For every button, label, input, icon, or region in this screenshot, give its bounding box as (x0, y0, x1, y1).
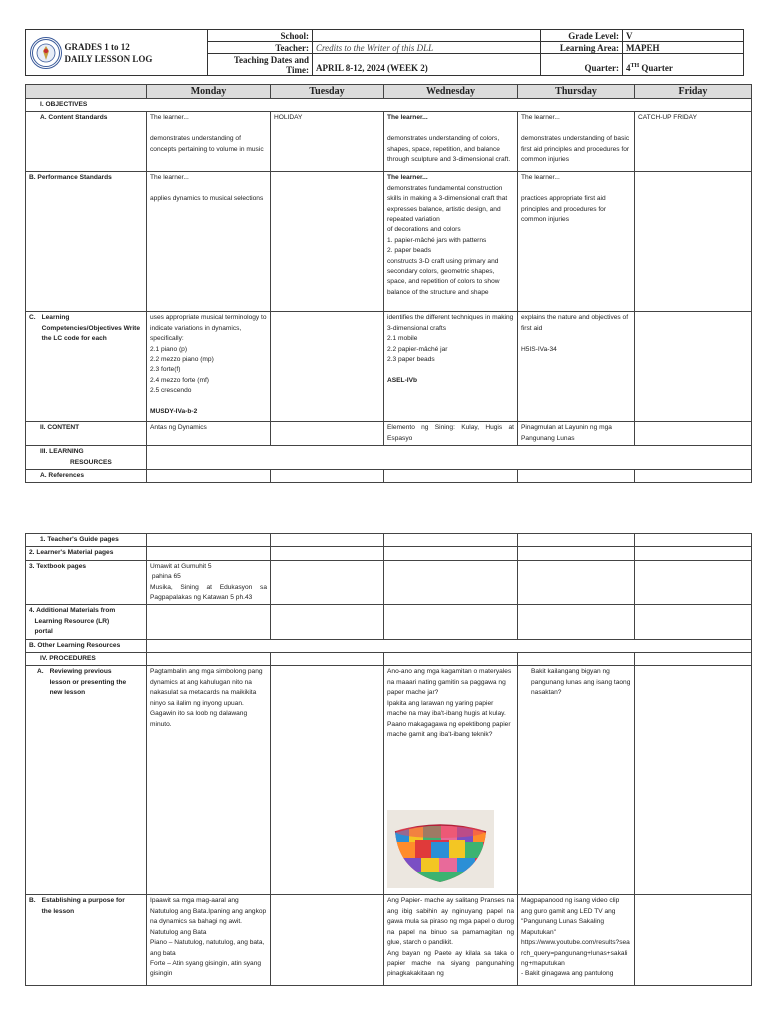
lesson-grid-part-2 (25, 533, 752, 986)
day-header-tuesday: Tuesday (271, 85, 384, 99)
procedures-tuesday (271, 653, 384, 666)
additional-friday (635, 605, 752, 639)
procedures-monday (147, 653, 271, 666)
grade-level-value: V (623, 30, 744, 42)
deped-seal-cell (26, 30, 62, 76)
learning-resources-span (147, 446, 752, 470)
lm-thursday (518, 547, 635, 560)
lc-code-wednesday: ASEL-IVb (387, 376, 418, 384)
competencies-tuesday (271, 312, 384, 422)
content-friday (635, 422, 752, 446)
content-std-wednesday: The learner... demonstrates understanding of colors, shapes, space, repetition, and balance through sculpture and 3-dimensional craft. (384, 112, 518, 172)
teaching-dates-label: Teaching Dates and Time: (208, 54, 313, 76)
textbook-pages-label: 3. Textbook pages (26, 560, 147, 605)
references-monday (147, 470, 271, 483)
establishing-purpose-label: B. Establishing a purpose for the lesson (26, 895, 147, 986)
competencies-wednesday: identifies the different techniques in making 3-dimensional crafts 2.1 mobile 2.2 papier-mâché jar 2.3 paper beads ASEL-IVb (384, 312, 518, 422)
review-wednesday: Ano-ano ang mga kagamitan o materyales na maaari nating gamitin sa paggawa ng paper mache jar? Ipakita ang larawan ng yaring papier mache na may iba't-ibang hugis at kulay. Paano makagagawa ng epektibong papier mache gamit ang iba't-ibang teknik? (384, 666, 518, 895)
procedures-wednesday (384, 653, 518, 666)
textbook-wednesday (384, 560, 518, 605)
lm-wednesday (384, 547, 518, 560)
tg-monday (147, 534, 271, 547)
objectives-heading: I. OBJECTIVES (26, 99, 752, 112)
tg-tuesday (271, 534, 384, 547)
purpose-thursday: Magpapanood ng isang video clip ang guro gamit ang LED TV ang "Pangunang Lunas Sakaling Maputukan" https://www.youtube.com/results?search_query=pangunang+lunas+sakaling+maputukan - Bakit ginagawa ang pantulong (518, 895, 635, 986)
content-wednesday: Elemento ng Sining: Kulay, Hugis at Espasyo (384, 422, 518, 446)
day-header-wednesday: Wednesday (384, 85, 518, 99)
day-header-thursday: Thursday (518, 85, 635, 99)
tg-wednesday (384, 534, 518, 547)
reviewing-lesson-label: A. Reviewing previous lesson or presenting the new lesson (26, 666, 147, 895)
teaching-dates-value: APRIL 8-12, 2024 (WEEK 2) (313, 54, 541, 76)
lesson-grid-part-1 (25, 84, 752, 483)
content-standards-label: A. Content Standards (26, 112, 147, 172)
lm-monday (147, 547, 271, 560)
competencies-monday: uses appropriate musical terminology to indicate variations in dynamics, specifically: 2.1 piano (p) 2.2 mezzo piano (mp) 2.3 forte(f) 2.4 mezzo forte (mf) 2.5 crescendo MUSDY-IVa-b-2 (147, 312, 271, 422)
content-monday: Antas ng Dynamics (147, 422, 271, 446)
review-friday (635, 666, 752, 895)
review-monday: Pagtambalin ang mga simbolong pang dynamics at ang kahulugan nito na nakasulat sa metacards na maikikita ninyo sa ilalim ng inyong upuan. Gagawin ito sa loob ng dalawang minuto. (147, 666, 271, 895)
content-label: II. CONTENT (26, 422, 147, 446)
learners-material-label: 2. Learner's Material pages (26, 547, 147, 560)
perf-std-monday: The learner... applies dynamics to musical selections (147, 172, 271, 312)
other-resources-span (147, 639, 752, 652)
dll-title: GRADES 1 to 12 DAILY LESSON LOG (62, 30, 208, 76)
textbook-thursday (518, 560, 635, 605)
quarter-label: Quarter: (541, 54, 623, 76)
content-std-friday: CATCH-UP FRIDAY (635, 112, 752, 172)
perf-std-wednesday: The learner... demonstrates fundamental construction skills in making a 3-dimensional craft that expresses balance, artistic design, and repeated variation of decorations and colors 1. papier-mâché jars with patterns 2. paper beads constructs 3-D craft using primary and secondary colors, geometric shapes, space, and repetition of colors to show balance of the structure and shape (384, 172, 518, 312)
tg-thursday (518, 534, 635, 547)
additional-monday (147, 605, 271, 639)
textbook-friday (635, 560, 752, 605)
grade-level-label: Grade Level: (541, 30, 623, 42)
competencies-thursday: explains the nature and objectives of first aid H5IS-IVa-34 (518, 312, 635, 422)
quarter-value: 4TH Quarter (623, 54, 744, 76)
lm-tuesday (271, 547, 384, 560)
tg-friday (635, 534, 752, 547)
references-wednesday (384, 470, 518, 483)
purpose-wednesday: Ang Papier- mache ay salitang Pranses na ang ibig sabihin ay nginuyang papel na gawa mula sa piraso ng mga papel o durog na papel na binuo sa pamamagitan ng glue, starch o pandikit. Ang bayan ng Paete ay kilala sa taka o papier mache na siyang pangunahing pinagkakakitaan ng (384, 895, 518, 986)
additional-materials-label: 4. Additional Materials from Learning Resource (LR) portal (26, 605, 147, 639)
lc-code-monday: MUSDY-IVa-b-2 (150, 408, 198, 416)
content-thursday: Pinagmulan at Layunin ng mga Pangunang Lunas (518, 422, 635, 446)
additional-wednesday (384, 605, 518, 639)
teachers-guide-label: 1. Teacher's Guide pages (26, 534, 147, 547)
dll-header (25, 29, 743, 75)
papier-mache-bowl-image (387, 810, 494, 888)
references-thursday (518, 470, 635, 483)
textbook-monday: Umawit at Gumuhit 5 pahina 65 Musika, Sining at Edukasyon sa Pagpapalakas ng Katawan 5 ph.43 (147, 560, 271, 605)
teacher-label: Teacher: (208, 42, 313, 54)
lm-friday (635, 547, 752, 560)
content-tuesday (271, 422, 384, 446)
learning-resources-label: III. LEARNING RESOURCES (26, 446, 147, 470)
perf-std-thursday: The learner... practices appropriate first aid principles and procedures for common injuries (518, 172, 635, 312)
perf-std-friday (635, 172, 752, 312)
procedures-thursday (518, 653, 635, 666)
purpose-tuesday (271, 895, 384, 986)
references-friday (635, 470, 752, 483)
corner-cell (26, 85, 147, 99)
textbook-tuesday (271, 560, 384, 605)
content-std-thursday: The learner... demonstrates understanding of basic first aid principles and procedures for common injuries (518, 112, 635, 172)
purpose-monday: Ipaawit sa mga mag-aaral ang Natutulog ang Bata.Ipaning ang angkop na dynamics sa bahagi ng awit. Natutulog ang Bata Piano – Natutulog, natutulog, ang bata, ang bata Forte – Atin syang gisingin, atin syang gisingin (147, 895, 271, 986)
day-header-monday: Monday (147, 85, 271, 99)
learning-area-label: Learning Area: (541, 42, 623, 54)
additional-tuesday (271, 605, 384, 639)
review-tuesday (271, 666, 384, 895)
perf-std-tuesday (271, 172, 384, 312)
other-resources-label: B. Other Learning Resources (26, 639, 147, 652)
performance-standards-label: B. Performance Standards (26, 172, 147, 312)
school-label: School: (208, 30, 313, 42)
procedures-heading: IV. PROCEDURES (26, 653, 147, 666)
deped-seal-icon (30, 37, 62, 69)
learning-competencies-label: C. Learning Competencies/Objectives Write the LC code for each (26, 312, 147, 422)
teacher-value: Credits to the Writer of this DLL (313, 42, 541, 54)
additional-thursday (518, 605, 635, 639)
content-std-tuesday: HOLIDAY (271, 112, 384, 172)
review-thursday: Bakit kailangang bigyan ng pangunang lunas ang isang taong nasaktan? (518, 666, 635, 895)
school-value (313, 30, 541, 42)
purpose-friday (635, 895, 752, 986)
learning-area-value: MAPEH (623, 42, 744, 54)
references-tuesday (271, 470, 384, 483)
references-label: A. References (26, 470, 147, 483)
procedures-friday (635, 653, 752, 666)
content-std-monday: The learner... demonstrates understanding of concepts pertaining to volume in music (147, 112, 271, 172)
day-header-friday: Friday (635, 85, 752, 99)
competencies-friday (635, 312, 752, 422)
